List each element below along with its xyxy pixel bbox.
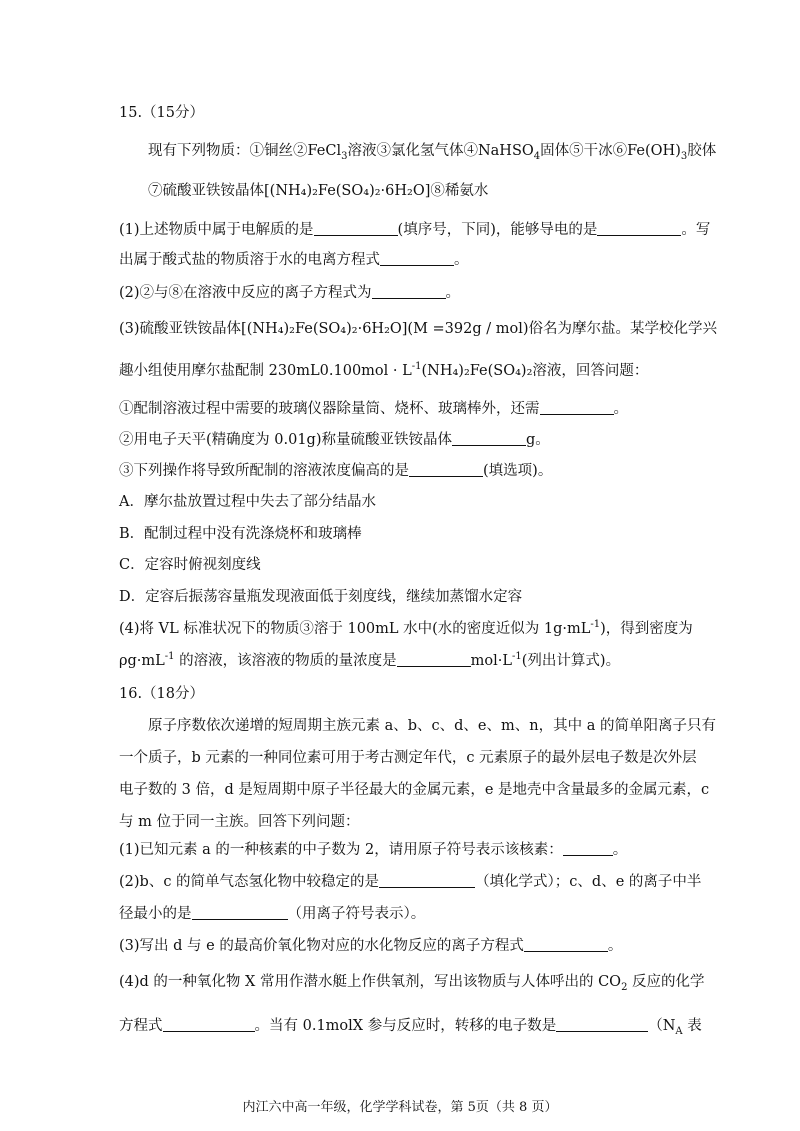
q15-part1-line2: 出属于酸式盐的物质溶于水的电离方程式 。	[119, 252, 469, 268]
answer-blank[interactable]	[524, 937, 608, 952]
answer-blank[interactable]	[563, 841, 613, 856]
option-b: B．配制过程中没有洗涤烧杯和玻璃棒	[119, 526, 362, 542]
answer-blank[interactable]	[409, 462, 483, 477]
option-d: D．定容后振荡容量瓶发现液面低于刻度线，继续加蒸馏水定容	[119, 589, 523, 605]
q16-part4-line1: (4)d 的一种氧化物 X 常用作潜水艇上作供氧剂，写出该物质与人体呼出的 $CO_2$ 反应的化学	[119, 974, 705, 993]
option-c: C．定容时俯视刻度线	[119, 557, 261, 573]
q15-part3-sub1: ①配制溶液过程中需要的玻璃仪器除量筒、烧杯、玻璃棒外，还需 。	[119, 401, 628, 417]
q15-heading: 15.（15分）	[119, 105, 205, 121]
answer-blank[interactable]	[314, 221, 398, 236]
q16-intro-line2: 一个质子，b 元素的一种同位素可用于考古测定年代，c 元素原子的最外层电子数是次外层	[119, 750, 697, 766]
q15-part3-line1: (3)硫酸亚铁铵晶体[(NH₄)₂Fe(SO₄)₂·6H₂O](M =392g / mol)俗名为摩尔盐。某学校化学兴	[119, 321, 718, 337]
answer-blank[interactable]	[192, 905, 288, 920]
q15-part1-line1: (1)上述物质中属于电解质的是 (填序号，下同)，能够导电的是 。写	[119, 222, 711, 238]
answer-blank[interactable]	[163, 1017, 255, 1032]
page-footer: 内江六中高一年级，化学学科试卷，第 5页（共 8 页）	[242, 1100, 558, 1115]
q16-intro-line3: 电子数的 3 倍，d 是短周期中原子半径最大的金属元素，e 是地壳中含量最多的金属元素，c	[119, 782, 710, 798]
q15-part4-line2: $\rho g\cdot mL^{-1}$ 的溶液，该溶液的物质的量浓度是 $mol\cdot L^{-1}$(列出计算式)。	[119, 651, 621, 669]
q15-part2: (2)②与⑧在溶液中反应的离子方程式为 。	[119, 285, 461, 301]
answer-blank[interactable]	[380, 251, 454, 266]
answer-blank[interactable]	[379, 873, 475, 888]
q16-part1: (1)已知元素 a 的一种核素的中子数为 2，请用原子符号表示该核素： 。	[119, 842, 628, 858]
answer-blank[interactable]	[540, 400, 614, 415]
q16-part2-line1: (2)b、c 的简单气态氢化物中较稳定的是 （填化学式）；c、d、e 的离子中半	[119, 874, 702, 890]
answer-blank[interactable]	[597, 221, 681, 236]
q15-part3-line2: 趣小组使用摩尔盐配制 $230mL0.100mol \cdot L^{-1}(NH_4)_2Fe(SO_4)_2$溶液，回答问题：	[119, 361, 649, 379]
answer-blank[interactable]	[452, 431, 526, 446]
q16-part3: (3)写出 d 与 e 的最高价氧化物对应的水化物反应的离子方程式 。	[119, 938, 623, 954]
salt-formula: [(NH₄)₂Fe(SO₄)₂·6H₂O]	[264, 183, 431, 199]
answer-blank[interactable]	[556, 1017, 648, 1032]
q15-substances-line2: ⑦硫酸亚铁铵晶体[(NH₄)₂Fe(SO₄)₂·6H₂O]⑧稀氨水	[148, 183, 489, 199]
q16-intro-line1: 原子序数依次递增的短周期主族元素 a、b、c、d、e、m、n，其中 a 的简单阳离子只有	[148, 718, 716, 734]
option-a: A．摩尔盐放置过程中失去了部分结晶水	[119, 494, 376, 510]
q15-part4-line1: (4)将 VL 标准状况下的物质③溶于 100mL 水中(水的密度近似为 $1g\cdot mL^{-1}$)，得到密度为	[119, 619, 693, 637]
q16-part2-line2: 径最小的是 （用离子符号表示）。	[119, 906, 426, 922]
answer-blank[interactable]	[372, 284, 446, 299]
q16-intro-line4: 与 m 位于同一主族。回答下列问题：	[119, 814, 360, 830]
q15-part3-sub2: ②用电子天平(精确度为 0.01g)称量硫酸亚铁铵晶体 g。	[119, 432, 550, 448]
q16-part4-line2: 方程式 。当有 0.1molX 参与反应时，转移的电子数是 （$N_A$ 表	[119, 1018, 702, 1037]
answer-blank[interactable]	[397, 652, 471, 667]
q15-substances-line1: 现有下列物质：①铜丝②FeCl$_3$溶液③氯化氢气体④NaHSO$_4$固体⑤干冰$⑥Fe(OH)_3$胶体	[148, 143, 717, 162]
q15-part3-sub3: ③下列操作将导致所配制的溶液浓度偏高的是 (填选项)。	[119, 463, 553, 479]
q16-heading: 16.（18分）	[119, 686, 205, 702]
